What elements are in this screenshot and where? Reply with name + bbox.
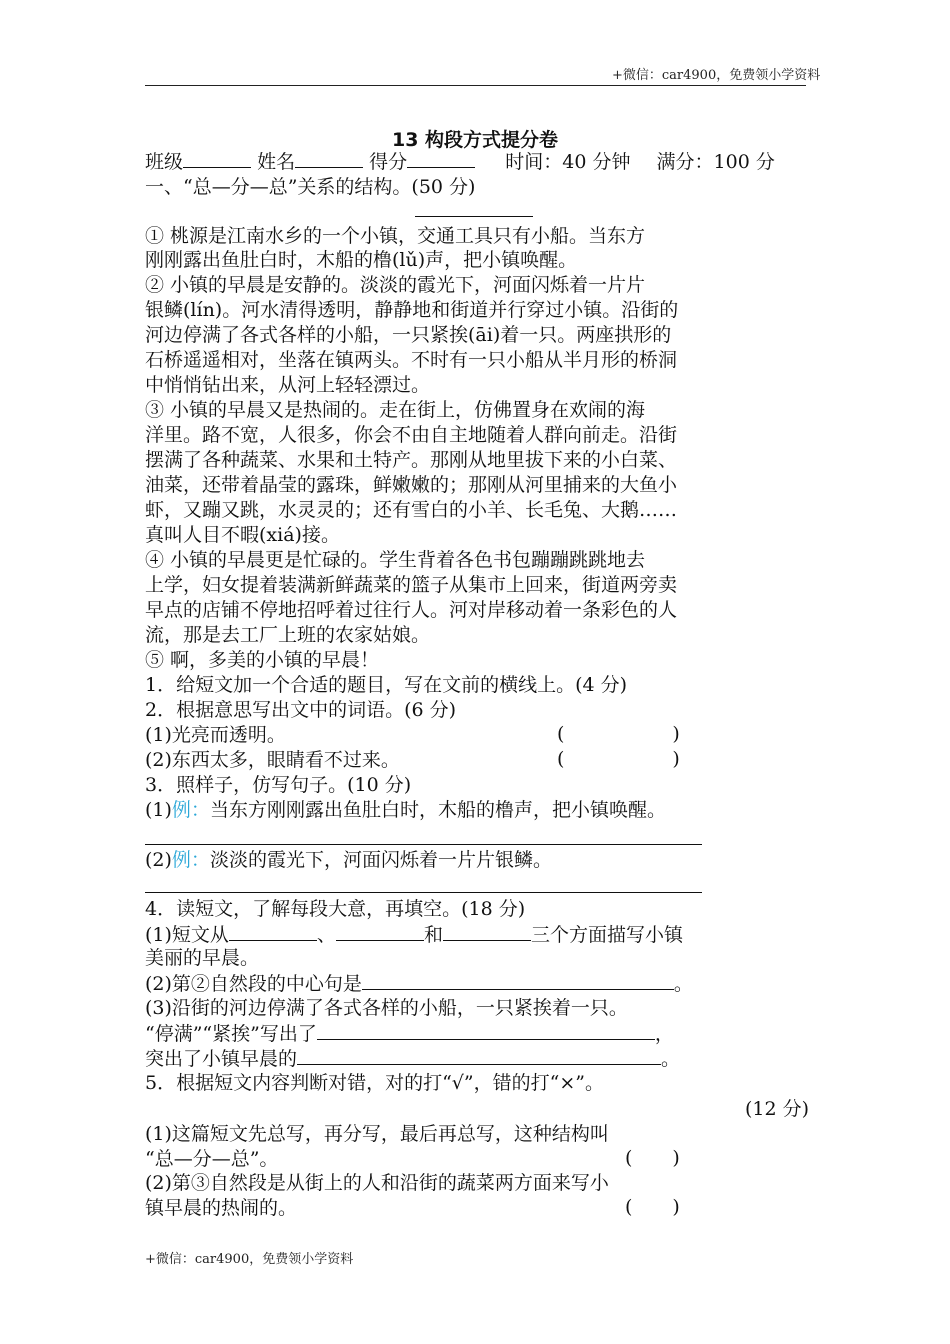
section-heading: 一、“总—分—总”关系的结构。(50 分)	[145, 176, 476, 198]
q5-item-2: (2)第③自然段是从街上的人和沿街的蔬菜两方面来写小	[145, 1172, 609, 1194]
q5-answer-paren-1[interactable]: ( )	[625, 1147, 680, 1169]
passage-line: 石桥遥遥相对，坐落在镇两头。不时有一只小船从半月形的桥洞	[145, 349, 678, 371]
passage-line: ⑤ 啊，多美的小镇的早晨！	[145, 649, 380, 671]
example-label: 例：	[171, 849, 210, 871]
header-rule	[145, 85, 806, 86]
passage-line: 中悄悄钻出来，从河上轻轻漂过。	[145, 374, 431, 396]
passage-line: 上学，妇女提着装满新鲜蔬菜的篮子从集市上回来，街道两旁卖	[145, 574, 678, 596]
q3-item-num: (2)	[145, 849, 172, 871]
q3-answer-line-2[interactable]	[145, 892, 702, 893]
passage-line: 摆满了各种蔬菜、水果和土特产。那刚从地里拔下来的小白菜、	[145, 449, 678, 471]
q4-text: 。	[673, 973, 693, 995]
q4-item-3: (3)沿街的河边停满了各式各样的小船，一只紧挨着一只。	[145, 997, 628, 1019]
question-1: 1．给短文加一个合适的题目，写在文前的横线上。(4 分)	[145, 674, 628, 696]
q4-item-2	[145, 971, 693, 996]
example-label: 例：	[171, 799, 210, 821]
footer-note: +微信：car4900，免费领小学资料	[145, 1252, 354, 1267]
q4-blank[interactable]	[443, 922, 531, 941]
q4-text: 突出了小镇早晨的	[145, 1048, 298, 1070]
q4-blank[interactable]	[362, 971, 674, 990]
title-blank-line[interactable]	[415, 216, 533, 217]
q3-example-1	[145, 798, 666, 822]
time-info: 时间：40 分钟	[505, 151, 631, 173]
q4-item-1	[145, 922, 683, 947]
q4-text: (2)第②自然段的中心句是	[145, 973, 362, 995]
q4-blank[interactable]	[297, 1046, 661, 1065]
q4-text: 、	[316, 924, 336, 946]
question-5: 5．根据短文内容判断对错，对的打“√”，错的打“×”。	[145, 1072, 604, 1094]
class-label: 班级	[145, 151, 184, 173]
q5-answer-paren-2[interactable]: ( )	[625, 1196, 680, 1218]
passage-line: 银鳞(lín)。河水清得透明，静静地和街道并行穿过小镇。沿街的	[145, 299, 679, 321]
full-score-info: 满分：100 分	[656, 151, 775, 173]
q4-text: ，	[654, 1023, 674, 1045]
q3-item-num: (1)	[145, 799, 172, 821]
passage-line: 真叫人目不暇(xiá)接。	[145, 524, 340, 546]
question-4: 4．读短文，了解每段大意，再填空。(18 分)	[145, 898, 526, 920]
q3-example-2	[145, 848, 552, 872]
passage-line: 流，那是去工厂上班的农家姑娘。	[145, 624, 431, 646]
q4-text: 。	[661, 1048, 681, 1070]
score-label: 得分	[369, 151, 408, 173]
class-blank[interactable]	[183, 149, 251, 168]
passage-line: 油菜，还带着晶莹的露珠，鲜嫩嫩的；那刚从河里捕来的大鱼小	[145, 474, 678, 496]
q5-item-1: (1)这篇短文先总写，再分写，最后再总写，这种结构叫	[145, 1123, 609, 1145]
q2-item-2: (2)东西太多，眼睛看不过来。	[145, 749, 400, 771]
q4-text: “停满”“紧挨”写出了	[145, 1023, 317, 1045]
q2-answer-paren-1[interactable]: ( )	[557, 723, 680, 745]
passage-line: ④ 小镇的早晨更是忙碌的。学生背着各色书包蹦蹦跳跳地去	[145, 549, 646, 571]
q4-item-3-cont	[145, 1021, 674, 1046]
info-row	[145, 149, 775, 174]
q4-item-1-cont: 美丽的早晨。	[145, 947, 260, 969]
q2-item-1: (1)光亮而透明。	[145, 724, 286, 746]
q4-text: (1)短文从	[145, 924, 229, 946]
q2-answer-paren-2[interactable]: ( )	[557, 748, 680, 770]
question-3: 3．照样子，仿写句子。(10 分)	[145, 774, 412, 796]
q4-blank[interactable]	[229, 922, 317, 941]
q5-item-1-cont: “总—分—总”。	[145, 1148, 279, 1170]
passage-line: ① 桃源是江南水乡的一个小镇，交通工具只有小船。当东方	[145, 225, 646, 247]
q5-score: (12 分)	[745, 1098, 810, 1120]
example-sentence: 淡淡的霞光下，河面闪烁着一片片银鳞。	[209, 849, 552, 871]
name-blank[interactable]	[295, 149, 363, 168]
passage-line: 河边停满了各式各样的小船，一只紧挨(āi)着一只。两座拱形的	[145, 324, 672, 346]
passage-line: 虾，又蹦又跳，水灵灵的；还有雪白的小羊、长毛兔、大鹅……	[145, 499, 678, 521]
passage-line: 早点的店铺不停地招呼着过往行人。河对岸移动着一条彩色的人	[145, 599, 678, 621]
passage-line: 洋里。路不宽，人很多，你会不由自主地随着人群向前走。沿街	[145, 424, 678, 446]
q4-blank[interactable]	[317, 1021, 655, 1040]
header-note: +微信：car4900，免费领小学资料	[612, 68, 821, 83]
q4-item-3-cont2	[145, 1046, 680, 1071]
q5-item-2-cont: 镇早晨的热闹的。	[145, 1197, 298, 1219]
example-sentence: 当东方刚刚露出鱼肚白时，木船的橹声，把小镇唤醒。	[209, 799, 666, 821]
q4-blank[interactable]	[336, 922, 424, 941]
q4-text: 三个方面描写小镇	[530, 924, 683, 946]
q3-answer-line-1[interactable]	[145, 844, 702, 845]
passage-line: ② 小镇的早晨是安静的。淡淡的霞光下，河面闪烁着一片片	[145, 274, 646, 296]
passage-line: 刚刚露出鱼肚白时，木船的橹(lǔ)声，把小镇唤醒。	[145, 249, 578, 271]
name-label: 姓名	[257, 151, 296, 173]
q4-text: 和	[423, 924, 443, 946]
passage-line: ③ 小镇的早晨又是热闹的。走在街上，仿佛置身在欢闹的海	[145, 399, 646, 421]
question-2: 2．根据意思写出文中的词语。(6 分)	[145, 699, 457, 721]
page-title: 13 构段方式提分卷	[391, 129, 559, 151]
score-blank[interactable]	[407, 149, 475, 168]
